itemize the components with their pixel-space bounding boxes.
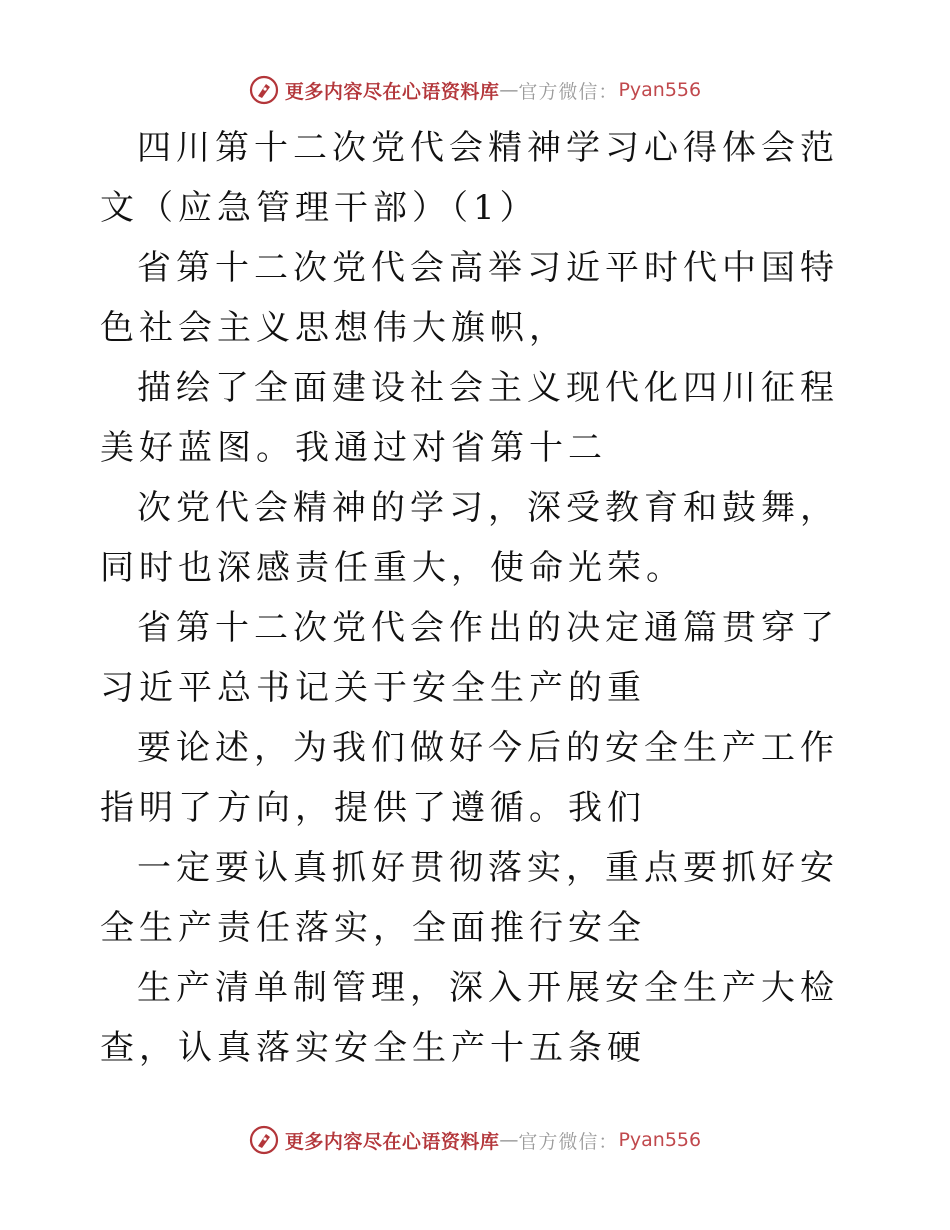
header-watermark bbox=[0, 72, 950, 108]
watermark-title: 更多内容尽在心语资料库 bbox=[284, 80, 500, 103]
paragraph: 要论述，为我们做好今后的安全生产工作指明了方向，提供了遵循。我们 bbox=[100, 728, 839, 828]
watermark-wechat-id: Pyan556 bbox=[618, 1129, 702, 1151]
watermark-wechat-label: 官方微信： bbox=[518, 1130, 619, 1153]
paragraph: 次党代会精神的学习，深受教育和鼓舞，同时也深感责任重大，使命光荣。 bbox=[100, 488, 839, 588]
paragraph: 省第十二次党代会作出的决定通篇贯穿了习近平总书记关于安全生产的重 bbox=[100, 608, 839, 708]
footer-watermark bbox=[0, 1122, 950, 1158]
paragraph: 省第十二次党代会高举习近平时代中国特色社会主义思想伟大旗帜， bbox=[100, 248, 839, 348]
watermark-separator: — bbox=[499, 79, 519, 101]
paragraph-title: 四川第十二次党代会精神学习心得体会范文（应急管理干部）（1） bbox=[100, 128, 839, 228]
watermark-wechat-id: Pyan556 bbox=[618, 79, 702, 101]
document-body bbox=[100, 118, 852, 1078]
watermark-separator: — bbox=[499, 1129, 519, 1151]
pen-nib-seal-icon bbox=[249, 75, 279, 105]
pen-nib-seal-icon bbox=[249, 1125, 279, 1155]
paragraph: 一定要认真抓好贯彻落实，重点要抓好安全生产责任落实，全面推行安全 bbox=[100, 848, 839, 948]
watermark-wechat-label: 官方微信： bbox=[518, 80, 619, 103]
paragraph: 描绘了全面建设社会主义现代化四川征程美好蓝图。我通过对省第十二 bbox=[100, 368, 839, 468]
paragraph: 生产清单制管理，深入开展安全生产大检查，认真落实安全生产十五条硬 bbox=[100, 968, 839, 1068]
watermark-title: 更多内容尽在心语资料库 bbox=[284, 1130, 500, 1153]
